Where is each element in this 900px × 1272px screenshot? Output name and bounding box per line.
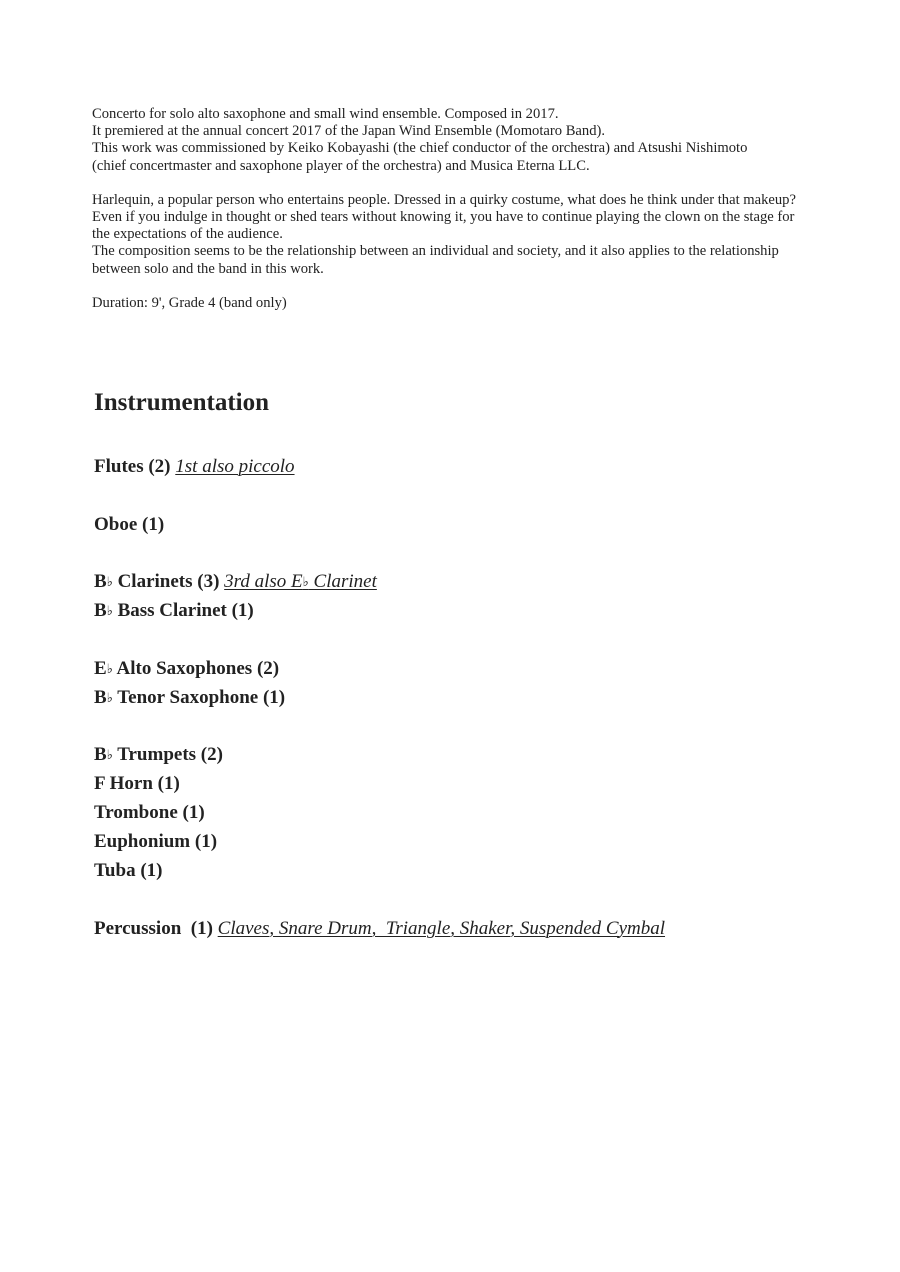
- instrument-row-tuba: [94, 856, 665, 885]
- flat-sign: ♭: [106, 689, 113, 705]
- instrumentation-list: [94, 452, 665, 943]
- instrument-row-percussion: [94, 914, 665, 943]
- instrument-name: [94, 600, 254, 621]
- instrument-name: Euphonium (1): [94, 831, 218, 852]
- instrument-row-trumpets: [94, 740, 665, 769]
- flat-sign: ♭: [106, 574, 113, 589]
- intro-line: between solo and the band in this work.: [92, 260, 324, 277]
- key-letter: B: [94, 686, 107, 708]
- intro-line: the expectations of the audience.: [92, 226, 283, 243]
- instrument-name: F Horn (1): [94, 773, 180, 794]
- instrument-row-euphonium: [94, 827, 665, 856]
- note-text: 3rd also E: [224, 571, 303, 592]
- key-letter: B: [94, 744, 107, 765]
- key-letter: B: [94, 571, 107, 592]
- program-notes: [92, 106, 832, 312]
- flat-sign: ♭: [106, 747, 113, 762]
- instrument-row-tenor-saxophone: [94, 683, 665, 712]
- instrument-name: Tuba (1): [94, 860, 163, 881]
- note-text: Clarinet: [308, 571, 377, 592]
- instrument-row-trombone: [94, 798, 665, 827]
- instrument-note: Claves, Snare Drum, Triangle, Shaker, Suspended Cymbal: [217, 917, 666, 939]
- instrument-label: Alto Saxophones (2): [112, 657, 280, 679]
- instrumentation-heading: Instrumentation: [94, 389, 270, 416]
- intro-line: (chief concertmaster and saxophone player of the orchestra) and Musica Eterna LLC.: [92, 157, 590, 174]
- intro-line: The composition seems to be the relationship between an individual and society, and it also applies to the relationship: [92, 243, 779, 260]
- intro-line: Concerto for solo alto saxophone and small wind ensemble. Composed in 2017.: [92, 106, 559, 122]
- instrument-name: Percussion (1): [94, 917, 213, 939]
- intro-line: This work was commissioned by Keiko Kobayashi (the chief conductor of the orchestra) and Atsushi Nishimoto: [92, 140, 748, 157]
- flat-sign: ♭: [106, 603, 113, 618]
- instrument-note: 1st also piccolo: [175, 456, 295, 477]
- instrument-name: Flutes (2): [94, 456, 171, 477]
- instrument-name: Trombone (1): [94, 802, 205, 823]
- instrument-name: [94, 744, 223, 765]
- flat-sign: ♭: [106, 660, 113, 676]
- instrument-name: [94, 571, 219, 592]
- instrument-name: Oboe (1): [94, 513, 165, 535]
- paragraph-gap: [92, 278, 832, 295]
- instrument-row-alto-saxophones: [94, 654, 665, 683]
- duration-line: Duration: 9', Grade 4 (band only): [92, 294, 287, 311]
- key-letter: B: [94, 600, 107, 621]
- instrument-label: Trumpets (2): [112, 744, 223, 765]
- intro-line: Harlequin, a popular person who entertains people. Dressed in a quirky costume, what does he think under that makeup?: [92, 191, 796, 208]
- key-letter: E: [94, 657, 107, 679]
- intro-line: It premiered at the annual concert 2017 of the Japan Wind Ensemble (Momotaro Band).: [92, 123, 606, 140]
- instrument-row-clarinets: [94, 567, 665, 596]
- instrument-row-bass-clarinet: [94, 596, 665, 625]
- paragraph-gap: [92, 175, 832, 192]
- instrument-row-oboe: [94, 510, 665, 539]
- instrument-label: Bass Clarinet (1): [112, 600, 254, 621]
- instrument-label: Tenor Saxophone (1): [112, 686, 286, 708]
- instrument-note: [224, 571, 377, 592]
- instrument-row-flutes: [94, 452, 665, 481]
- intro-line: Even if you indulge in thought or shed tears without knowing it, you have to continue playing the clown on the stage for: [92, 209, 795, 226]
- instrument-name: [94, 658, 279, 679]
- instrument-row-horn: [94, 769, 665, 798]
- flat-sign: ♭: [302, 574, 309, 589]
- instrument-name: [94, 687, 285, 708]
- instrument-label: Clarinets (3): [112, 571, 220, 592]
